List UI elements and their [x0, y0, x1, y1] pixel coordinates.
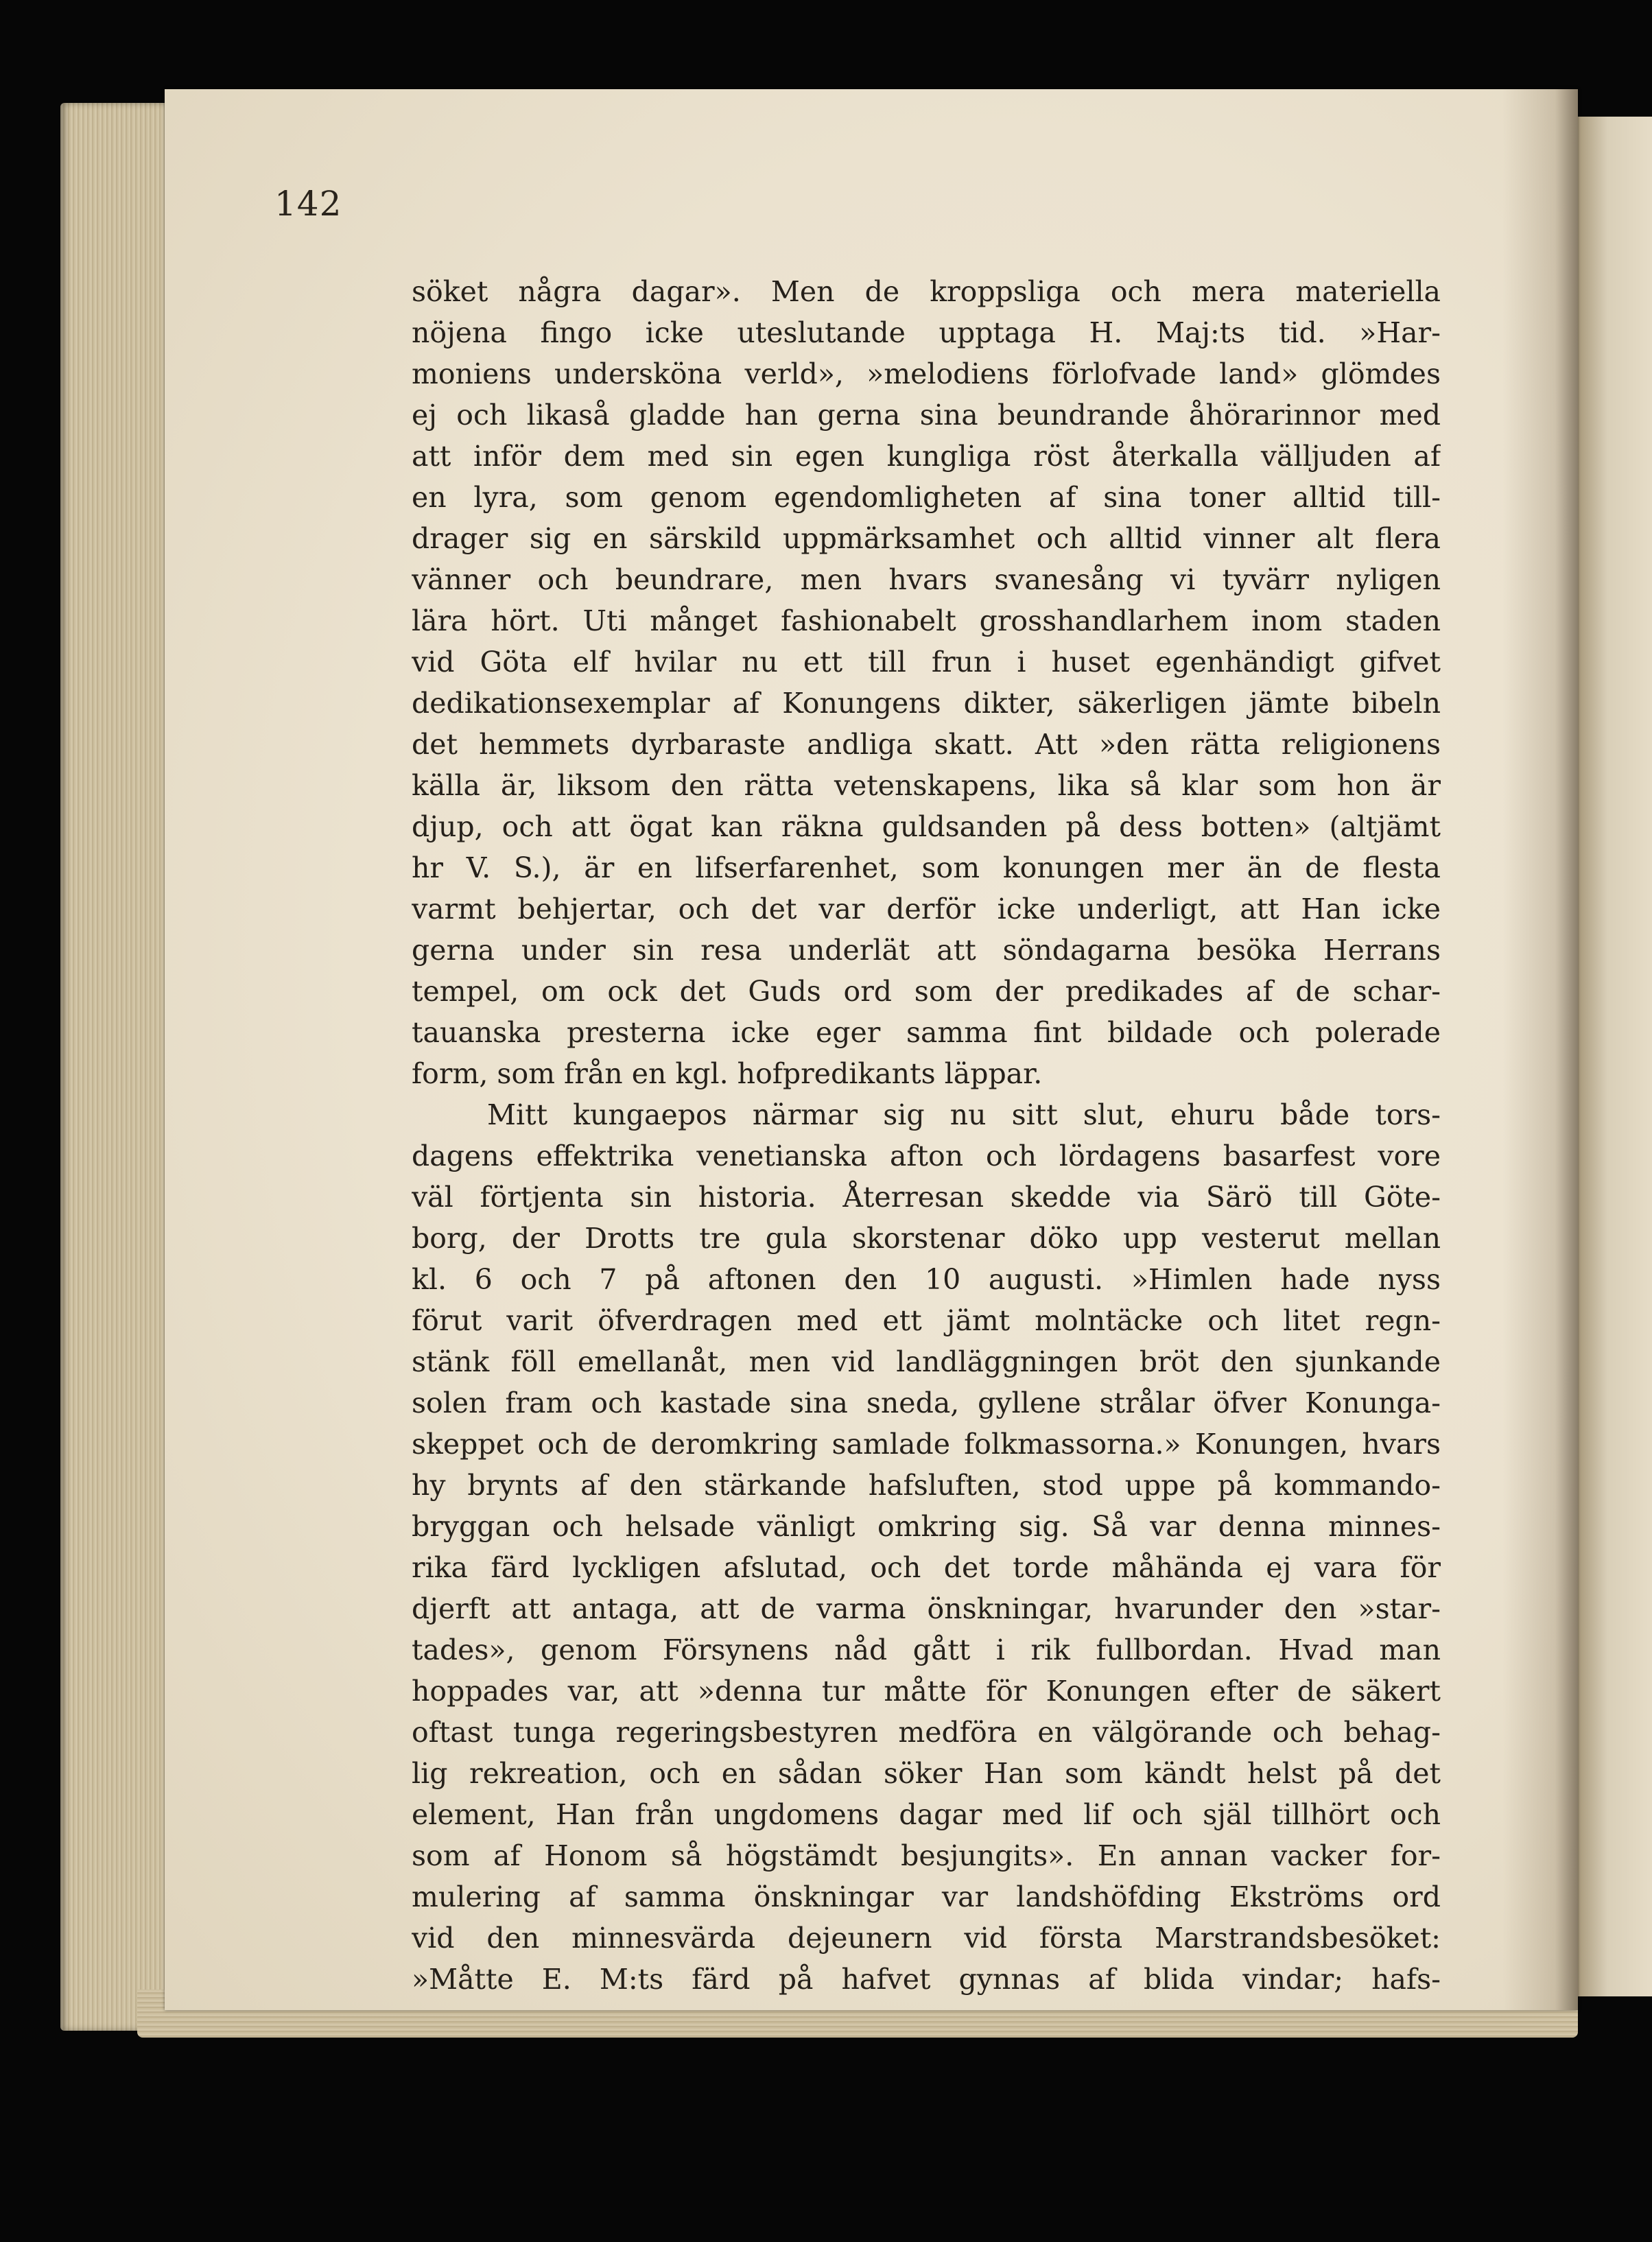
text-line: skeppet och de deromkring samlade folkmassorna.» Konungen, hvars [412, 1428, 1441, 1461]
text-line: oftast tunga regeringsbestyren medföra en välgörande och behag- [412, 1716, 1441, 1749]
text-line: väl förtjenta sin historia. Återresan skedde via Särö till Göte- [412, 1181, 1441, 1214]
text-line: rika färd lyckligen afslutad, och det torde måhända ej vara för [412, 1551, 1441, 1584]
text-line: lära hört. Uti månget fashionabelt grosshandlarhem inom staden [412, 604, 1441, 637]
text-line: djerft att antaga, att de varma önskningar, hvarunder den »star- [412, 1592, 1441, 1625]
text-line: vid Göta elf hvilar nu ett till frun i huset egenhändigt gifvet [412, 646, 1441, 678]
gutter-shadow [1502, 89, 1578, 2010]
text-line: stänk föll emellanåt, men vid landläggningen bröt den sjunkande [412, 1345, 1441, 1378]
text-line: djup, och att ögat kan räkna guldsanden på dess botten» (altjämt [412, 810, 1441, 843]
text-line: lig rekreation, och en sådan söker Han som kändt helst på det [412, 1757, 1441, 1790]
text-line: drager sig en särskild uppmärksamhet och alltid vinner alt flera [412, 522, 1441, 555]
text-line: en lyra, som genom egendomligheten af sina toner alltid till- [412, 481, 1441, 514]
text-line: moniens undersköna verld», »melodiens förlofvade land» glömdes [412, 357, 1441, 390]
text-line: varmt behjertar, och det var derför icke underligt, att Han icke [412, 893, 1441, 925]
text-line: hy brynts af den stärkande hafsluften, stod uppe på kommando- [412, 1469, 1441, 1502]
text-line: borg, der Drotts tre gula skorstenar döko upp vesterut mellan [412, 1222, 1441, 1255]
text-line: gerna under sin resa underlät att söndagarna besöka Herrans [412, 934, 1441, 967]
text-line: att inför dem med sin egen kungliga röst återkalla välljuden af [412, 440, 1441, 473]
body-text [412, 271, 1441, 2000]
text-line: solen fram och kastade sina sneda, gyllene strålar öfver Konunga- [412, 1386, 1441, 1419]
text-line: bryggan och helsade vänligt omkring sig. Så var denna minnes- [412, 1510, 1441, 1543]
text-line: form, som från en kgl. hofpredikants läppar. [412, 1057, 1043, 1090]
text-line: tempel, om ock det Guds ord som der predikades af de schar- [412, 975, 1441, 1008]
text-line: mulering af samma önskningar var landshöfding Ekströms ord [412, 1880, 1441, 1913]
text-line: dedikationsexemplar af Konungens dikter, säkerligen jämte bibeln [412, 687, 1441, 720]
text-line: förut varit öfverdragen med ett jämt molntäcke och litet regn- [412, 1304, 1441, 1337]
text-line: det hemmets dyrbaraste andliga skatt. Att »den rätta religionens [412, 728, 1441, 761]
text-line: hr V. S.), är en lifserfarenhet, som konungen mer än de flesta [412, 851, 1441, 884]
text-line: vid den minnesvärda dejeunern vid första Marstrandsbesöket: [412, 1922, 1441, 1955]
text-line: tauanska presterna icke eger samma fint bildade och polerade [412, 1016, 1441, 1049]
facing-page-edge [1578, 117, 1652, 1996]
text-line: som af Honom så högstämdt besjungits». En annan vacker for- [412, 1839, 1441, 1872]
text-line: ej och likaså gladde han gerna sina beundrande åhörarinnor med [412, 399, 1441, 432]
text-line: söket några dagar». Men de kroppsliga och mera materiella [412, 275, 1441, 308]
text-line: källa är, liksom den rätta vetenskapens, lika så klar som hon är [412, 769, 1441, 802]
text-line: element, Han från ungdomens dagar med lif och själ tillhört och [412, 1798, 1441, 1831]
text-line: kl. 6 och 7 på aftonen den 10 augusti. »Himlen hade nyss [412, 1263, 1441, 1296]
text-line: dagens effektrika venetianska afton och lördagens basarfest vore [412, 1140, 1441, 1172]
text-line: Mitt kungaepos närmar sig nu sitt slut, ehuru både tors- [487, 1098, 1441, 1131]
text-line: vänner och beundrare, men hvars svanesång vi tyvärr nyligen [412, 563, 1441, 596]
text-line: »Måtte E. M:ts färd på hafvet gynnas af blida vindar; hafs- [412, 1963, 1441, 1996]
text-line: tades», genom Försynens nåd gått i rik fullbordan. Hvad man [412, 1633, 1441, 1666]
page-number: 142 [274, 184, 342, 224]
text-line: nöjena fingo icke uteslutande upptaga H. Maj:ts tid. »Har- [412, 316, 1441, 349]
text-line: hoppades var, att »denna tur måtte för Konungen efter de säkert [412, 1675, 1441, 1708]
